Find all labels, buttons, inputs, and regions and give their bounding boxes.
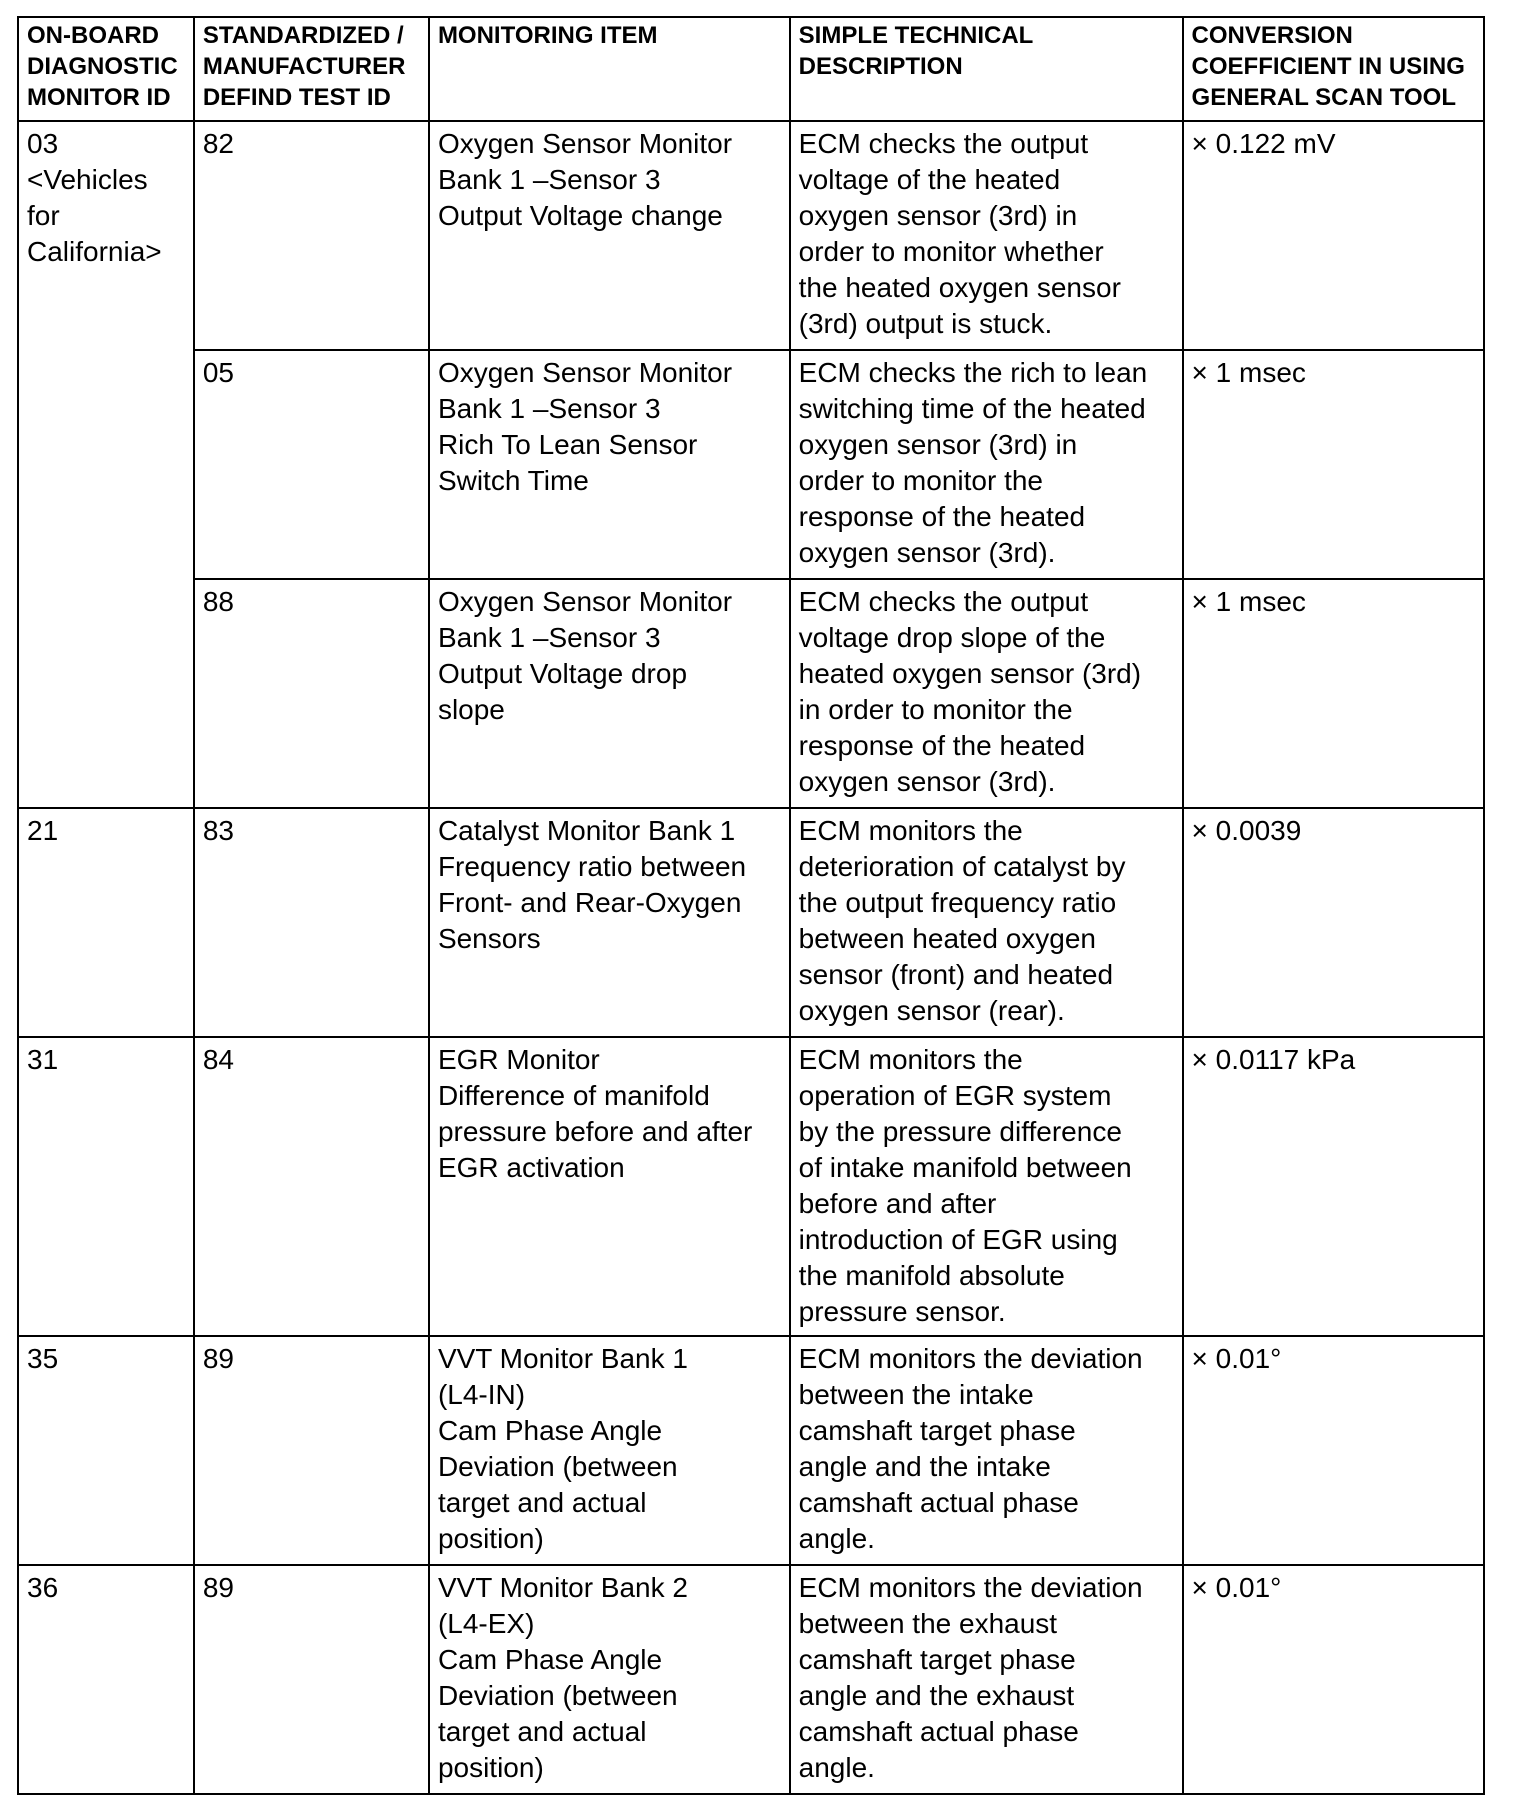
table-row xyxy=(18,1336,1484,1565)
test-id-cell: 83 xyxy=(194,808,429,1037)
monitor-id-cell: 35 xyxy=(18,1336,194,1565)
monitoring-item-cell: Oxygen Sensor Monitor Bank 1 –Sensor 3 Rich To Lean Sensor Switch Time xyxy=(429,350,790,579)
monitoring-item-cell: EGR Monitor Difference of manifold pressure before and after EGR activation xyxy=(429,1037,790,1336)
description-cell: ECM checks the output voltage drop slope of the heated oxygen sensor (3rd) in order to monitor the response of the heated oxygen sensor (3rd). xyxy=(790,579,1183,808)
table-row xyxy=(18,350,1484,579)
coefficient-cell: × 0.122 mV xyxy=(1183,121,1484,350)
header-monitoring-item: MONITORING ITEM xyxy=(429,17,790,121)
coefficient-cell: × 0.01° xyxy=(1183,1336,1484,1565)
test-id-cell: 89 xyxy=(194,1565,429,1794)
table-row xyxy=(18,121,1484,350)
monitoring-item-cell: VVT Monitor Bank 1 (L4-IN) Cam Phase Angle Deviation (between target and actual position) xyxy=(429,1336,790,1565)
description-cell: ECM checks the output voltage of the heated oxygen sensor (3rd) in order to monitor whether the heated oxygen sensor (3rd) output is stuck. xyxy=(790,121,1183,350)
description-cell: ECM monitors the deviation between the exhaust camshaft target phase angle and the exhaust camshaft actual phase angle. xyxy=(790,1565,1183,1794)
test-id-cell: 89 xyxy=(194,1336,429,1565)
monitor-id-cell: 21 xyxy=(18,808,194,1037)
monitoring-item-cell: Catalyst Monitor Bank 1 Frequency ratio between Front- and Rear-Oxygen Sensors xyxy=(429,808,790,1037)
test-id-cell: 05 xyxy=(194,350,429,579)
monitor-test-table xyxy=(17,16,1485,1795)
description-cell: ECM monitors the deterioration of catalyst by the output frequency ratio between heated oxygen sensor (front) and heated oxygen sensor (rear). xyxy=(790,808,1183,1037)
monitor-id-cell: 31 xyxy=(18,1037,194,1336)
table-row xyxy=(18,808,1484,1037)
description-cell: ECM monitors the deviation between the intake camshaft target phase angle and the intake camshaft actual phase angle. xyxy=(790,1336,1183,1565)
monitoring-item-cell: Oxygen Sensor Monitor Bank 1 –Sensor 3 Output Voltage drop slope xyxy=(429,579,790,808)
description-cell: ECM checks the rich to lean switching time of the heated oxygen sensor (3rd) in order to monitor the response of the heated oxygen sensor (3rd). xyxy=(790,350,1183,579)
coefficient-cell: × 1 msec xyxy=(1183,579,1484,808)
table-header-row xyxy=(18,17,1484,121)
table-row xyxy=(18,1037,1484,1336)
monitoring-item-cell: Oxygen Sensor Monitor Bank 1 –Sensor 3 Output Voltage change xyxy=(429,121,790,350)
table-row xyxy=(18,579,1484,808)
coefficient-cell: × 1 msec xyxy=(1183,350,1484,579)
coefficient-cell: × 0.0039 xyxy=(1183,808,1484,1037)
header-test-id: STANDARDIZED / MANUFACTURER DEFIND TEST ID xyxy=(194,17,429,121)
header-description: SIMPLE TECHNICAL DESCRIPTION xyxy=(790,17,1183,121)
test-id-cell: 88 xyxy=(194,579,429,808)
test-id-cell: 82 xyxy=(194,121,429,350)
monitor-id-cell: 36 xyxy=(18,1565,194,1794)
table-row xyxy=(18,1565,1484,1794)
test-id-cell: 84 xyxy=(194,1037,429,1336)
coefficient-cell: × 0.0117 kPa xyxy=(1183,1037,1484,1336)
monitoring-item-cell: VVT Monitor Bank 2 (L4-EX) Cam Phase Angle Deviation (between target and actual position) xyxy=(429,1565,790,1794)
coefficient-cell: × 0.01° xyxy=(1183,1565,1484,1794)
header-conversion-coefficient: CONVERSION COEFFICIENT IN USING GENERAL SCAN TOOL xyxy=(1183,17,1484,121)
header-monitor-id: ON-BOARD DIAGNOSTIC MONITOR ID xyxy=(18,17,194,121)
monitor-id-cell: 03 <Vehicles for California> xyxy=(18,121,194,808)
description-cell: ECM monitors the operation of EGR system by the pressure difference of intake manifold between before and after introduction of EGR using the manifold absolute pressure sensor. xyxy=(790,1037,1183,1336)
